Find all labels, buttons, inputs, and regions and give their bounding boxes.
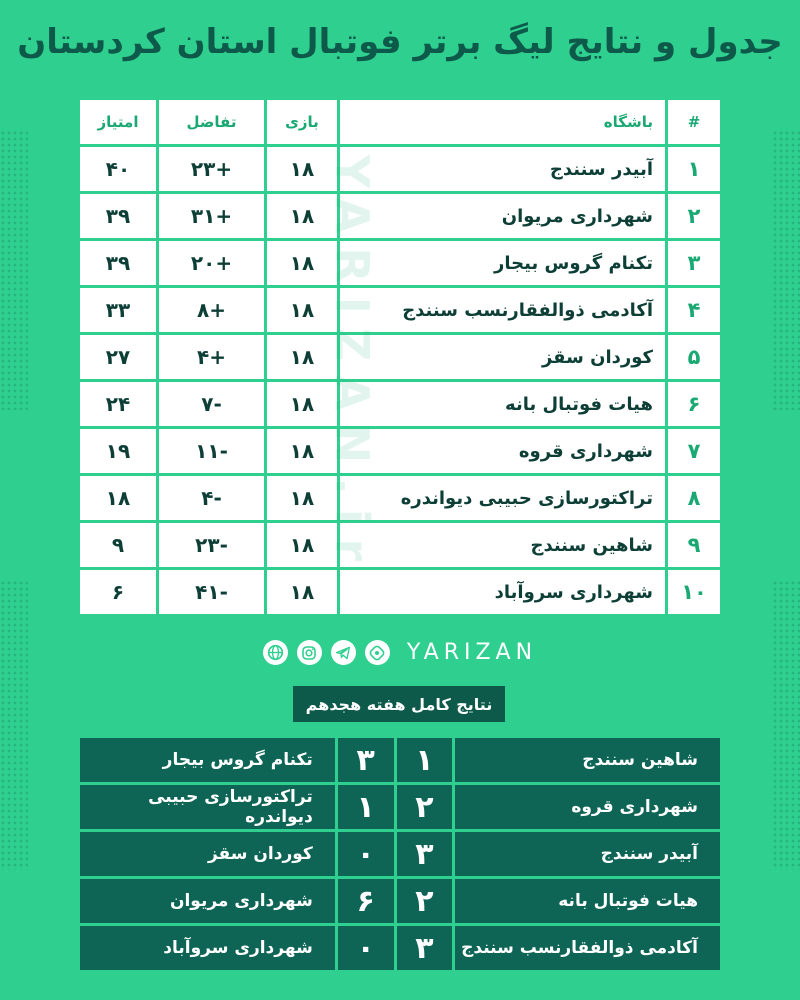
diff-cell: -۷ [159,382,264,426]
match-row [80,785,720,829]
points-cell: ۳۹ [80,241,156,285]
home-team: آبیدر سنندج [455,832,720,876]
rank-cell: ۱ [668,147,720,191]
diff-cell: -۴ [159,476,264,520]
diff-cell: +۳۱ [159,194,264,238]
games-cell: ۱۸ [267,523,337,567]
table-header [80,100,720,144]
home-score: ۳ [397,926,453,970]
table-row [80,523,720,567]
diff-cell: -۲۳ [159,523,264,567]
points-cell: ۲۷ [80,335,156,379]
header-team: باشگاه [340,100,665,144]
rank-cell: ۵ [668,335,720,379]
rank-cell: ۸ [668,476,720,520]
games-cell: ۱۸ [267,288,337,332]
away-score: ۰ [338,926,394,970]
team-cell: آکادمی ذوالفقارنسب سنندج [340,288,665,332]
home-team: شاهین سنندج [455,738,720,782]
games-cell: ۱۸ [267,194,337,238]
team-cell: شاهین سنندج [340,523,665,567]
points-cell: ۹ [80,523,156,567]
dot-pattern-right-top [772,130,800,410]
points-cell: ۱۹ [80,429,156,473]
team-cell: هیات فوتبال بانه [340,382,665,426]
table-row [80,476,720,520]
header-points: امتیاز [80,100,156,144]
dot-pattern-left-top [0,130,28,410]
rank-cell: ۳ [668,241,720,285]
table-row [80,335,720,379]
away-team: تراکتورسازی حبیبی دیواندره [80,785,335,829]
rank-cell: ۲ [668,194,720,238]
away-team: کوردان سقز [80,832,335,876]
team-cell: شهرداری سروآباد [340,570,665,614]
games-cell: ۱۸ [267,476,337,520]
web-icon[interactable] [263,640,288,665]
standings-rows [80,147,720,614]
table-row [80,288,720,332]
away-score: ۳ [338,738,394,782]
home-score: ۱ [397,738,453,782]
home-score: ۳ [397,832,453,876]
away-score: ۶ [338,879,394,923]
team-cell: شهرداری مریوان [340,194,665,238]
match-row [80,926,720,970]
page-title: جدول و نتایج لیگ برتر فوتبال استان کردستان [17,22,783,62]
diff-cell: -۱۱ [159,429,264,473]
app-icon[interactable] [365,640,390,665]
brand-name: YARIZAN [406,640,538,665]
header-games: بازی [267,100,337,144]
points-cell: ۴۰ [80,147,156,191]
table-row [80,382,720,426]
team-cell: آبیدر سنندج [340,147,665,191]
diff-cell: +۲۳ [159,147,264,191]
rank-cell: ۹ [668,523,720,567]
points-cell: ۶ [80,570,156,614]
home-team: هیات فوتبال بانه [455,879,720,923]
match-row [80,832,720,876]
table-row [80,194,720,238]
results-title: نتایج کامل هفته هجدهم [293,686,505,722]
table-row [80,429,720,473]
away-team: شهرداری سروآباد [80,926,335,970]
home-team: شهرداری قروه [455,785,720,829]
social-bar [0,640,800,665]
points-cell: ۲۴ [80,382,156,426]
points-cell: ۳۳ [80,288,156,332]
diff-cell: -۴۱ [159,570,264,614]
away-score: ۰ [338,832,394,876]
team-cell: تکنام گروس بیجار [340,241,665,285]
home-team: آکادمی ذوالفقارنسب سنندج [455,926,720,970]
rank-cell: ۴ [668,288,720,332]
header-diff: تفاضل [159,100,264,144]
table-row [80,147,720,191]
instagram-icon[interactable] [297,640,322,665]
match-row [80,879,720,923]
home-score: ۲ [397,785,453,829]
points-cell: ۳۹ [80,194,156,238]
diff-cell: +۸ [159,288,264,332]
home-score: ۲ [397,879,453,923]
away-score: ۱ [338,785,394,829]
dot-pattern-right-bottom [772,580,800,870]
table-row [80,241,720,285]
team-cell: تراکتورسازی حبیبی دیواندره [340,476,665,520]
dot-pattern-left-bottom [0,580,28,870]
rank-cell: ۶ [668,382,720,426]
diff-cell: +۲۰ [159,241,264,285]
games-cell: ۱۸ [267,429,337,473]
team-cell: کوردان سقز [340,335,665,379]
points-cell: ۱۸ [80,476,156,520]
results-table [80,738,720,970]
standings-table [80,100,720,614]
away-team: تکنام گروس بیجار [80,738,335,782]
rank-cell: ۱۰ [668,570,720,614]
team-cell: شهرداری قروه [340,429,665,473]
match-row [80,738,720,782]
header-rank: # [668,100,720,144]
games-cell: ۱۸ [267,335,337,379]
diff-cell: +۴ [159,335,264,379]
games-cell: ۱۸ [267,147,337,191]
rank-cell: ۷ [668,429,720,473]
games-cell: ۱۸ [267,382,337,426]
games-cell: ۱۸ [267,570,337,614]
games-cell: ۱۸ [267,241,337,285]
table-row [80,570,720,614]
away-team: شهرداری مریوان [80,879,335,923]
telegram-icon[interactable] [331,640,356,665]
